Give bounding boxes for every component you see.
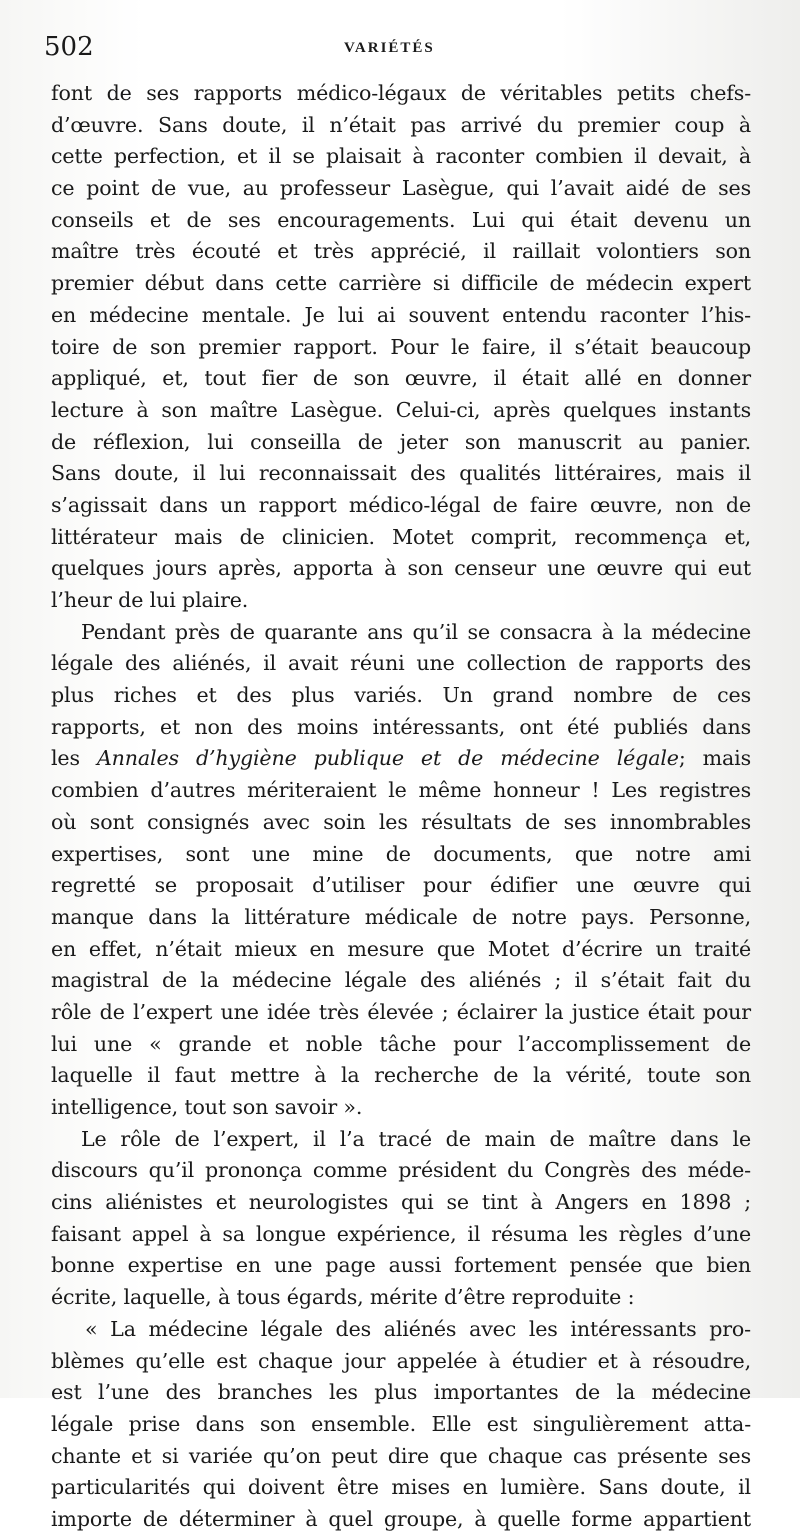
text-line: particularités qui doivent être mises en lumière. Sans doute, il [51,1475,751,1500]
text-line: « La médecine légale des aliénés avec les intéressants pro- [85,1316,751,1341]
text-line: s’agissait dans un rapport médico-légal de faire œuvre, non de [51,492,751,517]
text-line-with-journal-title [51,743,751,775]
text-line: maître très écouté et très apprécié, il raillait volontiers son [51,239,751,264]
page-number: 502 [44,32,94,62]
text-line: en effet, n’était mieux en mesure que Motet d’écrire un traité [51,936,751,961]
text-line: légale prise dans son ensemble. Elle est singulièrement atta- [51,1411,751,1436]
text-line: combien d’autres mériteraient le même honneur ! Les registres [51,778,751,803]
text-line: littérateur mais de clinicien. Motet comprit, recommença et, [51,524,751,549]
text-line: de réflexion, lui conseilla de jeter son manuscrit au panier. [51,429,751,454]
text-line: lui une « grande et noble tâche pour l’accomplissement de [51,1031,751,1056]
text-line: premier début dans cette carrière si difficile de médecin expert [51,271,751,296]
text-line: écrite, laquelle, à tous égards, mérite d’être reproduite : [51,1285,635,1310]
text-line: cins aliénistes et neurologistes qui se tint à Angers en 1898 ; [51,1190,751,1215]
text-line: est l’une des branches les plus importantes de la médecine [51,1380,751,1405]
text-line: conseils et de ses encouragements. Lui qui était devenu un [51,207,751,232]
journal-title: Annales d’hygiène publique et de médecine légale [96,746,679,771]
text-line: rapports, et non des moins intéressants, ont été publiés dans [51,714,751,739]
text-line: légale des aliénés, il avait réuni une collection de rapports des [51,651,751,676]
text-line: ce point de vue, au professeur Lasègue, qui l’avait aidé de ses [51,176,751,201]
text-line: chante et si variée qu’on peut dire que chaque cas présente ses [51,1443,751,1468]
text-line: regretté se proposait d’utiliser pour édifier une œuvre qui [51,873,751,898]
text-line: importe de déterminer à quel groupe, à quelle forme appartient [51,1506,751,1531]
text-line: cette perfection, et il se plaisait à raconter combien il devait, à [51,144,751,169]
line-text-before: les [51,746,97,771]
text-line: manque dans la littérature médicale de notre pays. Personne, [51,904,751,929]
text-line: en médecine mentale. Je lui ai souvent entendu raconter l’his- [51,302,751,327]
text-line: laquelle il faut mettre à la recherche de la vérité, toute son [51,1063,751,1088]
text-line: intelligence, tout son savoir ». [51,1095,363,1119]
text-line: magistral de la médecine légale des aliénés ; il s’était fait du [51,968,751,993]
text-line: bonne expertise en une page aussi fortement pensée que bien [51,1253,751,1278]
text-line: toire de son premier rapport. Pour le faire, il s’était beaucoup [51,334,751,359]
text-line: font de ses rapports médico-légaux de véritables petits chefs- [51,81,751,105]
text-line: l’heur de lui plaire. [51,588,249,612]
text-line: Sans doute, il lui reconnaissait des qualités littéraires, mais il [51,461,751,486]
text-line: où sont consignés avec soin les résultats de ses innombrables [51,809,751,834]
text-line: Le rôle de l’expert, il l’a tracé de main de maître dans le [81,1126,751,1151]
text-line: rôle de l’expert une idée très élevée ; éclairer la justice était pour [51,999,751,1024]
text-line: blèmes qu’elle est chaque jour appelée à étudier et à résoudre, [51,1348,751,1373]
page-header [44,30,744,64]
line-text-after: ; mais [678,746,752,771]
text-line: faisant appel à sa longue expérience, il résuma les règles d’une [51,1221,751,1246]
text-line: plus riches et des plus variés. Un grand nombre de ces [51,683,751,708]
text-line: expertises, sont une mine de documents, que notre ami [51,841,751,866]
text-line: appliqué, et, tout fier de son œuvre, il était allé en donner [51,366,751,391]
body-text [51,78,751,1536]
text-line: discours qu’il prononça comme président du Congrès des méde- [51,1158,751,1183]
running-title: VARIÉTÉS [344,40,435,56]
text-line: lecture à son maître Lasègue. Celui-ci, après quelques instants [51,397,751,422]
text-line: quelques jours après, apporta à son censeur une œuvre qui eut [51,556,751,581]
text-line: Pendant près de quarante ans qu’il se consacra à la médecine [81,619,751,644]
text-line: d’œuvre. Sans doute, il n’était pas arrivé du premier coup à [51,112,751,137]
